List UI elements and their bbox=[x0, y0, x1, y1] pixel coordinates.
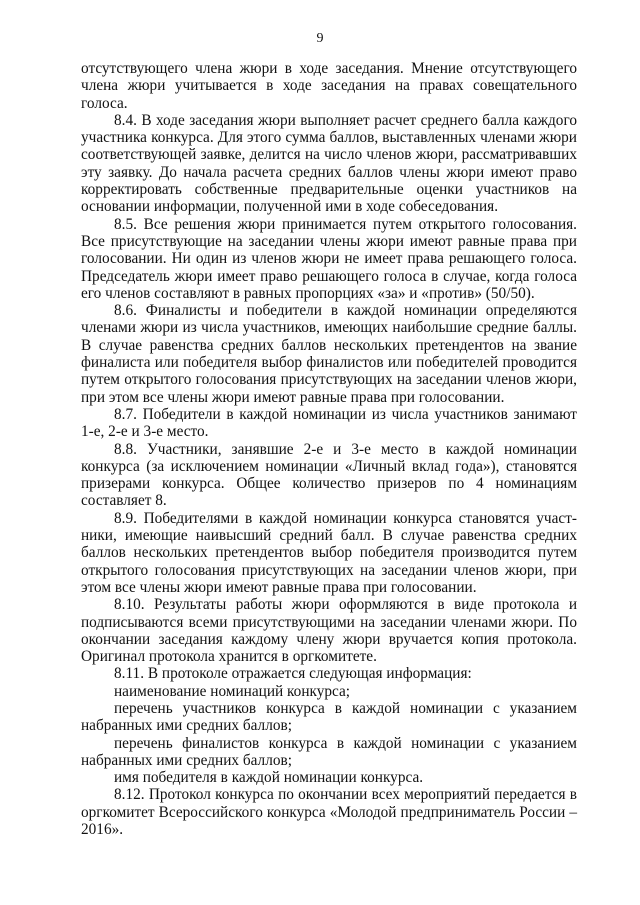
paragraph-8-4: 8.4. В ходе заседания жюри выполняет расчет среднего балла каждого участника конкурса. Для этого сумма баллов, выставленных членами жюри соответствующей заявке, делится на число членов жюри, рассматривавших эту заявку. До начала расчета средних баллов члены жюри имеют право корректировать собственные предварительные оценки участников на основании информации, полученной ими в ходе собеседования. bbox=[81, 111, 577, 216]
paragraph-8-10: 8.10. Результаты работы жюри оформляются в виде протокола и подписываются всеми присутствующими на заседании членами жюри. По окончании заседания каждому члену жюри вручается копия протокола. Оригинал протокола хранится в оргкомитете. bbox=[81, 596, 577, 666]
paragraph-8-11: 8.11. В протоколе отражается следующая информация: bbox=[114, 665, 472, 683]
paragraph-8-12: 8.12. Протокол конкурса по окончании всех мероприятий передается в оргкомитет Всероссийского конкурса «Молодой предприниматель России – 2016». bbox=[81, 786, 577, 839]
paragraph-8-5: 8.5. Все решения жюри принимается путем открытого голосования. Все присутствующие на заседании члены жюри имеют равные права при голосовании. Ни один из членов жюри не имеет права решающего голоса. Председатель жюри имеет право решающего голоса в случае, когда голоса его членов составляют в равных пропорциях «за» и «против» (50/50). bbox=[81, 215, 577, 302]
page-number: 9 bbox=[316, 31, 324, 46]
paragraph-8-9: 8.9. Победителями в каждой номинации конкурса становятся участники, имеющие наивысший средний балл. В случае равенства средних баллов нескольких претендентов выбор победителя производится путем открытого голосования присутствующих на заседании членов жюри, при этом все члены жюри имеют равные права при голосовании. bbox=[81, 509, 577, 596]
list-item-nominations: наименование номинаций конкурса; bbox=[114, 682, 351, 700]
list-item-winner: имя победителя в каждой номинации конкурса. bbox=[114, 769, 424, 787]
list-item-participants: перечень участников конкурса в каждой номинации с указанием набранных ими средних баллов; bbox=[81, 699, 577, 735]
list-item-finalists: перечень финалистов конкурса в каждой номинации с указанием набранных ими средних баллов; bbox=[81, 734, 577, 769]
paragraph-8-8: 8.8. Участники, занявшие 2-е и 3-е место в каждой номинации конкурса (за исключением номинации «Личный вклад года»), становятся призерами конкурса. Общее количество призеров по 4 номинациям составляет 8. bbox=[81, 440, 577, 510]
paragraph-8-3-continuation: отсутствующего члена жюри в ходе заседания. Мнение отсутствующего члена жюри учитывается в ходе заседания на правах совещательного голоса. bbox=[81, 60, 577, 112]
document-body bbox=[81, 60, 577, 838]
paragraph-8-6: 8.6. Финалисты и победители в каждой номинации определяются членами жюри из числа участников, имеющих наибольшие средние баллы. В случае равенства средних баллов нескольких претендентов на звание финалиста или победителя выбор финалистов или победителей проводится путем открытого голосования присутствующих на заседании членов жюри, при этом все члены жюри имеют равные права при голосовании. bbox=[81, 302, 577, 406]
paragraph-8-7: 8.7. Победители в каждой номинации из числа участников занимают 1-е, 2-е и 3-е место. bbox=[81, 405, 577, 441]
